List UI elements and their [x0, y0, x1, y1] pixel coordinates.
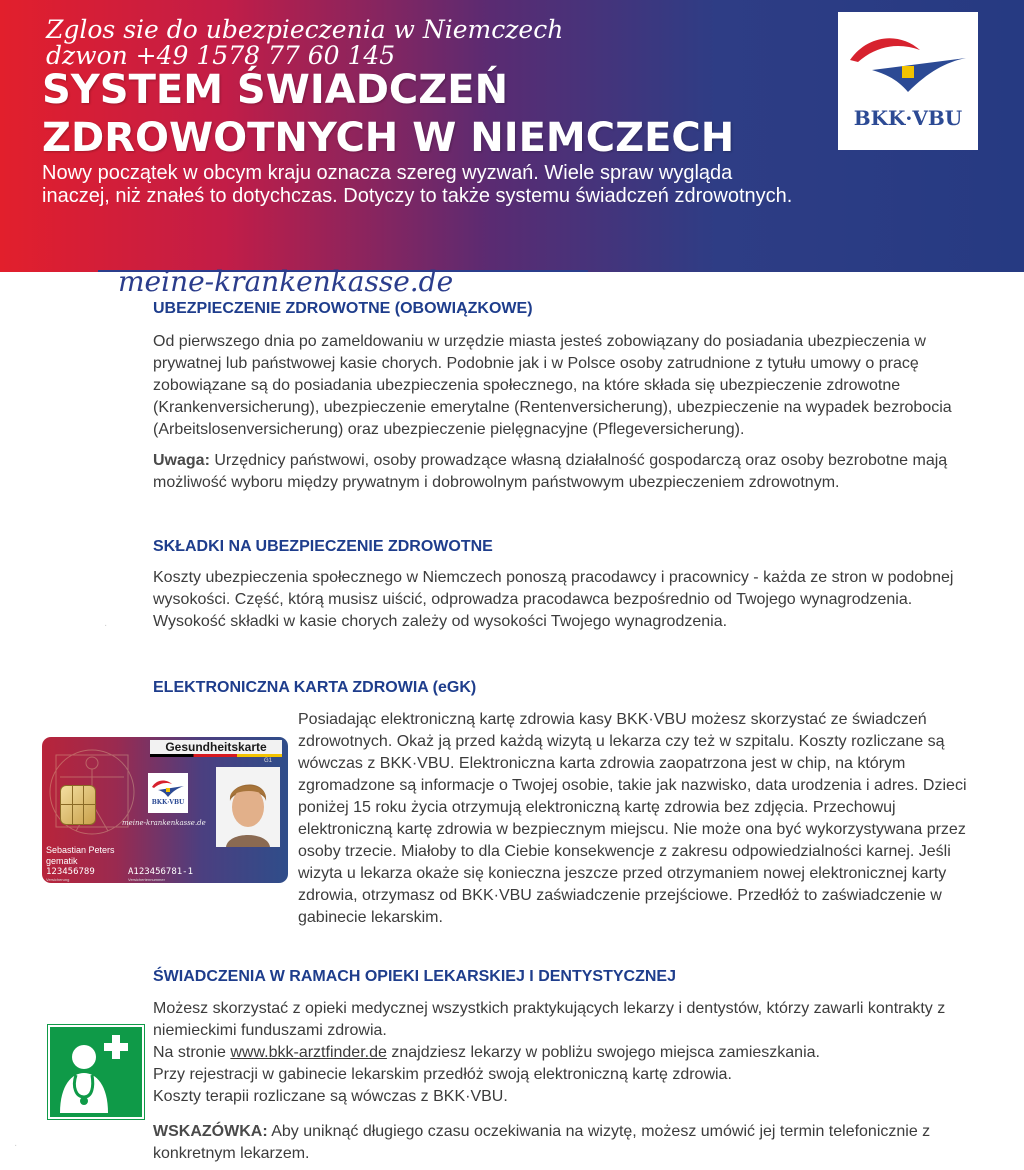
intro-text: Nowy początek w obcym kraju oznacza szereg wyzwań. Wiele spraw wygląda inaczej, niż znałeś to dotychczas. Dotyczy to także systemu świadczeń zdrowotnych.	[42, 162, 793, 207]
card-handwritten-url: meine-krankenkasse.de	[122, 819, 206, 827]
handwritten-note-line2: dzwon +49 1578 77 60 145	[46, 41, 396, 70]
logo-bird-icon	[838, 12, 978, 104]
page-title-line1: SYSTEM ŚWIADCZEŃ	[42, 67, 509, 113]
handwritten-url: meine-krankenkasse.de	[118, 265, 454, 298]
medical-care-line2	[153, 1042, 983, 1064]
chip-icon	[60, 785, 96, 825]
header-banner	[0, 0, 1024, 272]
card-version: G1	[264, 758, 273, 764]
card-org: gematik	[46, 856, 78, 866]
card-flag-stripe	[150, 754, 282, 757]
line2-post: znajdziesz lekarzy w pobliżu swojego miejsca zamieszkania.	[386, 1044, 820, 1061]
medical-care-line3: Przy rejestracji w gabinecie lekarskim przedłóż swoją elektroniczną kartę zdrowia.	[153, 1066, 732, 1083]
section-heading-egk: ELEKTRONICZNA KARTA ZDROWIA (eGK)	[153, 679, 477, 696]
insurance-note	[153, 450, 983, 494]
card-logo-bird-icon	[148, 773, 188, 799]
note-label: Uwaga:	[153, 452, 210, 469]
medical-care-line1: Możesz skorzystać z opieki medycznej wszystkich praktykujących lekarzy i dentystów, którzy zawarli kontrakty z niemieckimi funduszami zdrowia.	[153, 1000, 946, 1039]
tip-paragraph	[153, 1121, 983, 1165]
section-heading-contributions: SKŁADKI NA UBEZPIECZENIE ZDROWOTNE	[153, 538, 493, 555]
line2-pre: Na stronie	[153, 1044, 231, 1061]
card-holder-name: Sebastian Peters	[46, 845, 115, 855]
medical-care-text	[153, 998, 983, 1108]
person-photo-icon	[216, 767, 280, 847]
card-number-2: A123456781-1	[128, 867, 194, 877]
section-heading-medical-care: ŚWIADCZENIA W RAMACH OPIEKI LEKARSKIEJ I DENTYSTYCZNEJ	[153, 968, 676, 985]
arztfinder-link[interactable]: www.bkk-arztfinder.de	[230, 1044, 387, 1061]
card-photo	[216, 767, 280, 847]
doctor-sign	[48, 1025, 144, 1119]
scan-speck-2: ·	[14, 1140, 18, 1151]
bkk-vbu-logo	[838, 12, 978, 150]
scan-speck: ·	[104, 620, 108, 631]
card-header: Gesundheitskarte	[150, 740, 282, 754]
card-label-2: Versichertennummer	[128, 877, 165, 882]
page-title-line2: ZDROWOTNYCH W NIEMCZECH	[42, 115, 735, 161]
logo-text: BKK·VBU	[853, 106, 963, 130]
egk-paragraph: Posiadając elektroniczną kartę zdrowia kasy BKK·VBU możesz skorzystać ze świadczeń zdrowotnych. Okaż ją przed każdą wizytą u lekarza czy też w szpitalu. Koszty rozliczane są wówczas z BKK·VBU. Elektroniczna karta zdrowia zaopatrzona jest w chip, na którym zgromadzone są informacje o Twojej osobie, takie jak nazwisko, data urodzenia i adres. Dzieci poniżej 15 roku życia otrzymują elektroniczną kartę zdrowia bez zdjęcia. Przechowuj elektroniczną kartę zdrowia w bezpiecznym miejscu. Nie może ona być wykorzystywana przez osoby trzecie. Miałoby to dla Ciebie konsekwencje z zakresu odpowiedzialności karnej. Jeśli wizyta u lekarza okaże się konieczna jeszcze przed otrzymaniem nowej elektronicznej karty zdrowia, otrzymasz od BKK·VBU zaświadczenie przejściowe. Przedłóż to zaświadczenie w gabinecie lekarskim.	[298, 711, 967, 926]
insurance-paragraph: Od pierwszego dnia po zameldowaniu w urzędzie miasta jesteś zobowiązany do posiadania ubezpieczenia w prywatnej lub państwowej kasie chorych. Podobnie jak i w Polsce osoby zatrudnione z tytułu umowy o pracę zobowiązane są do posiadania ubezpieczenia społecznego, na które składa się ubezpieczenie zdrowotne (Krankenversicherung), ubezpieczenie emerytalne (Rentenversicherung), ubezpieczenie na wypadek bezrobocia (Arbeitslosenversicherung) oraz ubezpieczenie pielęgnacyjne (Pflegeversicherung).	[153, 333, 952, 438]
contributions-paragraph: Koszty ubezpieczenia społecznego w Niemczech ponoszą pracodawcy i pracownicy - każda ze stron w podobnej wysokości. Część, którą musisz uiścić, odprowadza pracodawca bezpośrednio od Twojego wynagrodzenia. Wysokość składki w kasie chorych zależy od wysokości Twojego wynagrodzenia.	[153, 569, 954, 630]
card-label-1: Versicherung	[46, 877, 70, 882]
section-heading-insurance: UBEZPIECZENIE ZDROWOTNE (OBOWIĄZKOWE)	[153, 300, 533, 317]
card-number-1: 123456789	[46, 867, 95, 877]
medical-care-line4: Koszty terapii rozliczane są wówczas z BKK·VBU.	[153, 1088, 508, 1105]
doctor-stethoscope-icon	[50, 1027, 142, 1117]
note-text: Urzędnicy państwowi, osoby prowadzące własną działalność gospodarczą oraz osoby bezrobotne mają możliwość wyboru między prywatnym i dobrowolnym państwowym ubezpieczeniem zdrowotnym.	[153, 452, 948, 491]
tip-text: Aby uniknąć długiego czasu oczekiwania na wizytę, możesz umówić jej termin telefonicznie z konkretnym lekarzem.	[153, 1123, 931, 1162]
tip-label: WSKAZÓWKA:	[153, 1123, 268, 1140]
card-logo	[148, 773, 188, 813]
handwritten-note-line1: Zglos sie do ubezpieczenia w Niemczech	[46, 15, 564, 44]
card-logo-text: BKK·VBU	[151, 799, 185, 806]
health-card-image	[42, 737, 288, 883]
